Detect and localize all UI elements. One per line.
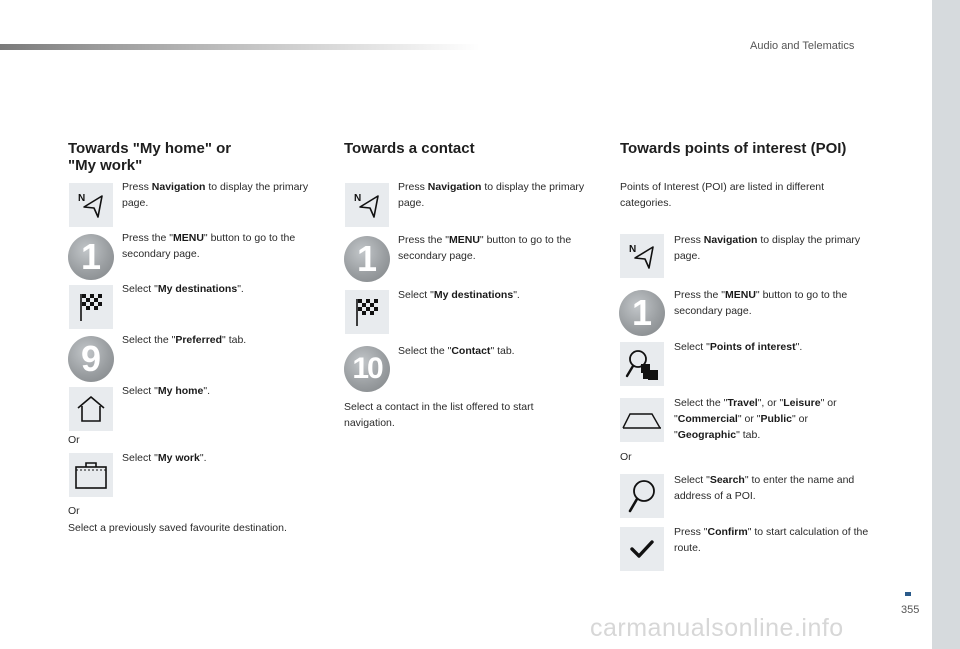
footer-text: Select a contact in the list offered to start navigation.: [344, 401, 534, 429]
or-separator: Or: [620, 451, 632, 463]
search-icon: [620, 474, 664, 518]
column-title: Towards points of interest (POI): [620, 140, 847, 157]
home-icon: [69, 387, 113, 431]
page-side-band: [932, 0, 960, 649]
step-text: Press the "MENU" button to go to the secondary page.: [122, 232, 296, 260]
svg-text:N: N: [629, 244, 637, 255]
step-text: Select "My home".: [122, 385, 210, 397]
step-text: Select "My destinations".: [122, 283, 244, 295]
step-9-badge: 9: [68, 336, 114, 382]
svg-text:N: N: [78, 193, 86, 204]
checkmark-icon: [620, 527, 664, 571]
section-title: Audio and Telematics: [750, 40, 855, 52]
column-title: [68, 140, 231, 174]
navigation-icon: [620, 234, 664, 278]
or-separator: Or: [68, 505, 80, 517]
intro-text: Points of Interest (POI) are listed in different categories.: [620, 181, 825, 209]
category-tab-icon: [620, 398, 664, 442]
step-1-badge: 1: [344, 236, 390, 282]
page-number: 355: [901, 604, 920, 616]
step-10-badge: 10: [344, 346, 390, 392]
watermark: carmanualsonline.info: [590, 614, 844, 642]
page-marker: [905, 592, 911, 596]
svg-text:N: N: [354, 193, 362, 204]
step-1-badge: 1: [68, 234, 114, 280]
checkered-flag-icon: [345, 290, 389, 334]
step-text: Select the "Contact" tab.: [398, 345, 515, 357]
step-text: Select the "Travel", or "Leisure" or "Commercial" or "Public" or "Geographic" tab.: [674, 397, 837, 441]
step-text: Select "Search" to enter the name and address of a POI.: [674, 474, 855, 502]
step-text: Press the "MENU" button to go to the secondary page.: [674, 289, 848, 317]
briefcase-icon: [69, 453, 113, 497]
step-text: Select the "Preferred" tab.: [122, 334, 247, 346]
step-text: Select "Points of interest".: [674, 341, 803, 353]
title-line-2: "My work": [68, 157, 143, 174]
title-line-1: Towards "My home" or: [68, 140, 232, 157]
or-separator: Or: [68, 434, 80, 446]
header-gradient-bar: [0, 44, 480, 50]
step-text: Press "Confirm" to start calculation of the route.: [674, 526, 869, 554]
step-text: Select "My destinations".: [398, 289, 520, 301]
column-title: Towards a contact: [344, 140, 475, 157]
footer-text: Select a previously saved favourite destination.: [68, 522, 287, 534]
step-text: Press Navigation to display the primary page.: [674, 234, 861, 262]
step-text: Press Navigation to display the primary page.: [122, 181, 309, 209]
checkered-flag-icon: [69, 285, 113, 329]
poi-icon: [620, 342, 664, 386]
step-text: Press Navigation to display the primary page.: [398, 181, 585, 209]
navigation-icon: [69, 183, 113, 227]
step-1-badge: 1: [619, 290, 665, 336]
navigation-icon: [345, 183, 389, 227]
step-text: Press the "MENU" button to go to the secondary page.: [398, 234, 572, 262]
step-text: Select "My work".: [122, 452, 207, 464]
